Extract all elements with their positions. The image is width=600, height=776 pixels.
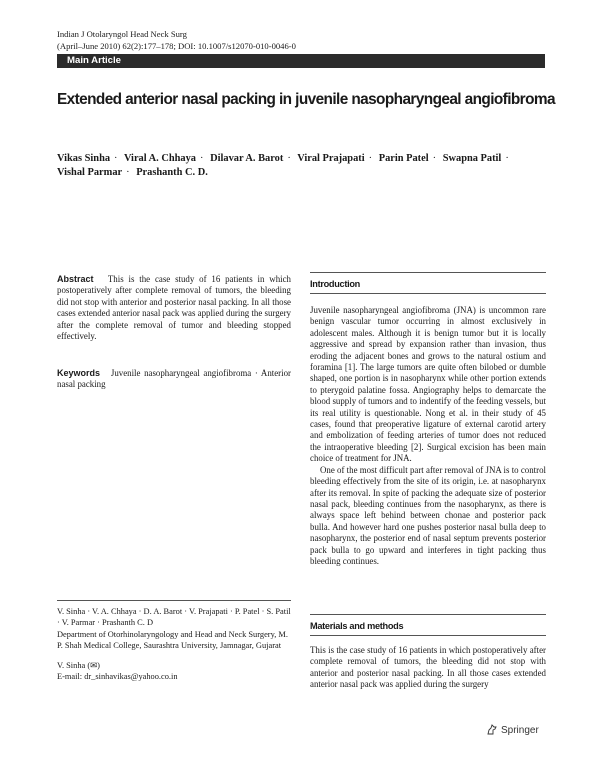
intro-paragraph-2: One of the most difficult part after removal of JNA is to control bleeding effectively from the site of its origin, i.e. at nasopharynx after its removal. In spite of packing the adequate size of posterior nasal pack, bleeding continues from the nasopharynx, as there is always space left behind between chonae and posterior pack bulla. And however hard one pushes posterior nasal bulla deep to nasopharynx, the posterior end of nasal septum prevents posterior pack bulla to go upward and interferes in tight packing thus bleeding continues. (310, 464, 546, 566)
author: Vishal Parmar (57, 167, 123, 178)
author: Parin Patel (378, 153, 429, 164)
author-list (57, 152, 547, 180)
author: Prashanth C. D. (136, 167, 208, 178)
abstract (57, 274, 291, 342)
abstract-label: Abstract (57, 274, 94, 284)
author: Viral A. Chhaya (123, 153, 197, 164)
author: Dilavar A. Barot (210, 153, 284, 164)
intro-top-rule (310, 272, 546, 273)
methods-paragraph-1: This is the case study of 16 patients in which postoperatively after complete removal of tumors, the bleeding did not stop with anterior and posterior nasal packing. In all those cases extended anterior nasal pack was applied during the surgery (310, 645, 546, 690)
keywords (57, 368, 291, 391)
article-type-banner: Main Article (57, 54, 545, 68)
abstract-text: This is the case study of 16 patients in which postoperatively after complete removal of tumors, the bleeding did not stop with anterior and posterior nasal packing. In all those cases extended anterior nasal pack was applied during the surgery after the complete removal of tumor and bleeding stopped effectively. (57, 274, 291, 342)
methods-body (310, 645, 546, 691)
intro-bottom-rule (310, 293, 546, 294)
corresponding-author: V. Sinha (✉) (57, 661, 100, 670)
author-separator: · (287, 153, 291, 164)
author-separator: · (114, 153, 118, 164)
keywords-label: Keywords (57, 368, 101, 378)
author: Vikas Sinha (57, 153, 111, 164)
intro-paragraph-1: Juvenile nasopharyngeal angiofibroma (JNA) is uncommon rare benign vascular tumor occurring in almost exclusively in adolescent males. Although it is benign tumor but it is locally aggressive and spread by expansion rather than invasion, thus eroding the adjacent bones and grows to the natural ostium and foramina [1]. The large tumors are quite often bilobed or dumble shaped, one portion is in nasopharynx while other portion extends to pterygoid palatine fossa. Angiography helps to demarcate the blood supply of tumors and to indentify of the feeding vessels, but its real utility is questionable. Nong et al. in their study of 45 cases, found that preoperative ligature of external carotid artery and embolization of feeding arteries of tumor does not reduced the intraoperative bleeding [2]. Surgical excision has been main choice of treatment for JNA. (310, 305, 546, 464)
author: Viral Prajapati (297, 153, 365, 164)
author-separator: · (200, 153, 204, 164)
springer-horse-icon (486, 724, 498, 736)
affiliation-divider (57, 600, 291, 601)
journal-issue-doi: (April–June 2010) 62(2):177–178; DOI: 10.1007/s12070-010-0046-0 (57, 41, 296, 51)
author-separator: · (368, 153, 373, 164)
introduction-body (310, 305, 546, 567)
author-separator: · (126, 167, 130, 178)
author-separator: · (505, 153, 509, 164)
corresponding-email: E-mail: dr_sinhavikas@yahoo.co.in (57, 672, 178, 681)
introduction-heading: Introduction (310, 279, 360, 289)
author-separator: · (432, 153, 437, 164)
affiliation-department: Department of Otorhinolaryngology and Head and Neck Surgery, M. P. Shah Medical College, Saurashtra University, Jamnagar, Gujarat (57, 630, 288, 650)
affiliation-authors: V. Sinha · V. A. Chhaya · D. A. Barot · V. Prajapati · P. Patel · S. Patil · V. Parmar · Prashanth C. D (57, 607, 291, 627)
publisher-logo (486, 724, 539, 736)
journal-name: Indian J Otolaryngol Head Neck Surg (57, 29, 187, 39)
methods-heading: Materials and methods (310, 621, 404, 631)
article-title: Extended anterior nasal packing in juvenile nasopharyngeal angiofibroma (57, 91, 555, 108)
methods-bottom-rule (310, 635, 546, 636)
publisher-name: Springer (501, 724, 539, 736)
keywords-text: Juvenile nasopharyngeal angiofibroma · Anterior nasal packing (57, 368, 291, 390)
author: Swapna Patil (442, 153, 502, 164)
methods-top-rule (310, 614, 546, 615)
journal-citation (57, 28, 296, 52)
affiliation-block (57, 606, 291, 682)
